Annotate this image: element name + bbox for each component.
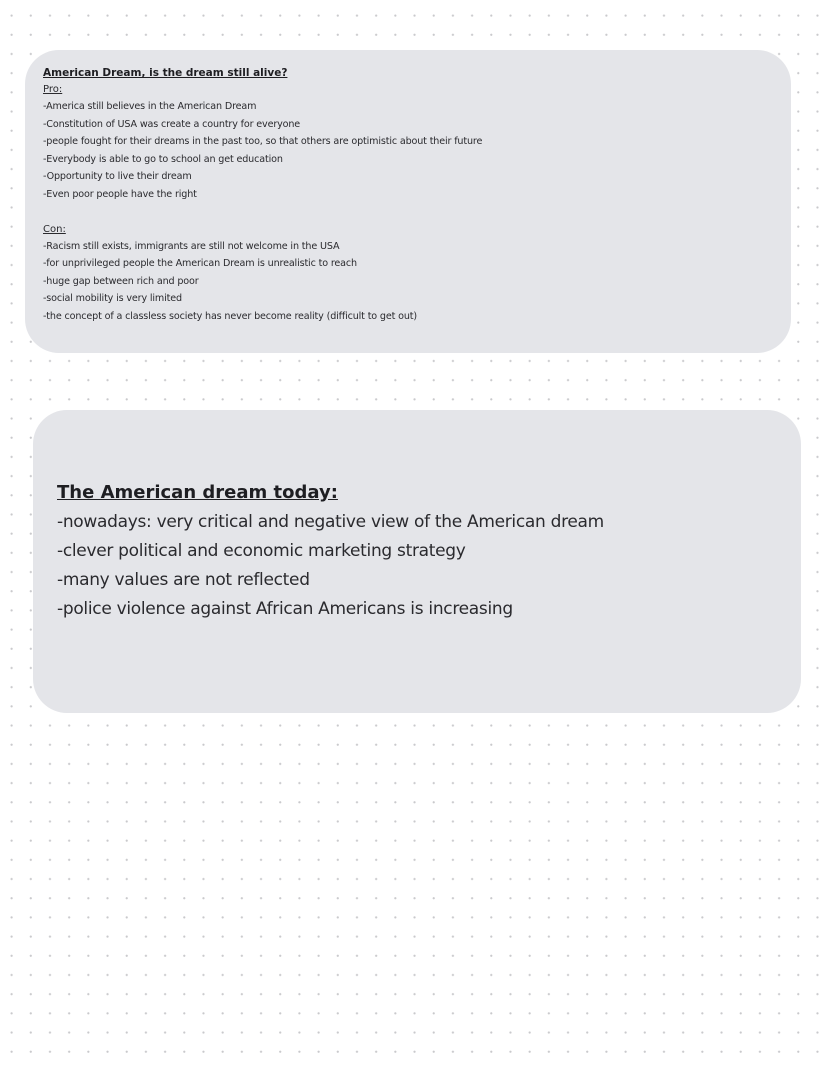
con-item: -the concept of a classless society has never become reality (difficult to get out) xyxy=(43,310,417,322)
con-item: -huge gap between rich and poor xyxy=(43,275,199,287)
today-item: -clever political and economic marketing strategy xyxy=(57,541,466,561)
pro-item: -people fought for their dreams in the past too, so that others are optimistic about their future xyxy=(43,136,483,148)
pro-item: -Everybody is able to go to school an get education xyxy=(43,153,283,165)
con-item: -social mobility is very limited xyxy=(43,293,182,305)
today-item: -nowadays: very critical and negative view of the American dream xyxy=(57,512,604,532)
pro-item: -America still believes in the American Dream xyxy=(43,101,257,112)
section-title: The American dream today: xyxy=(57,482,338,503)
con-heading: Con: xyxy=(43,223,66,235)
con-item: -Racism still exists, immigrants are still not welcome in the USA xyxy=(43,240,340,252)
section-title: American Dream, is the dream still alive? xyxy=(43,67,288,79)
con-item: -for unprivileged people the American Dream is unrealistic to reach xyxy=(43,258,357,270)
pro-item: -Opportunity to live their dream xyxy=(43,171,192,183)
pro-item: -Even poor people have the right xyxy=(43,188,197,200)
today-item: -police violence against African Americans is increasing xyxy=(57,599,513,619)
dream-today-card xyxy=(33,410,801,713)
pro-item: -Constitution of USA was create a country for everyone xyxy=(43,118,301,130)
pro-con-card xyxy=(25,50,791,353)
pro-heading: Pro: xyxy=(43,84,63,95)
today-item: -many values are not reflected xyxy=(57,570,310,590)
spacer xyxy=(43,204,791,221)
